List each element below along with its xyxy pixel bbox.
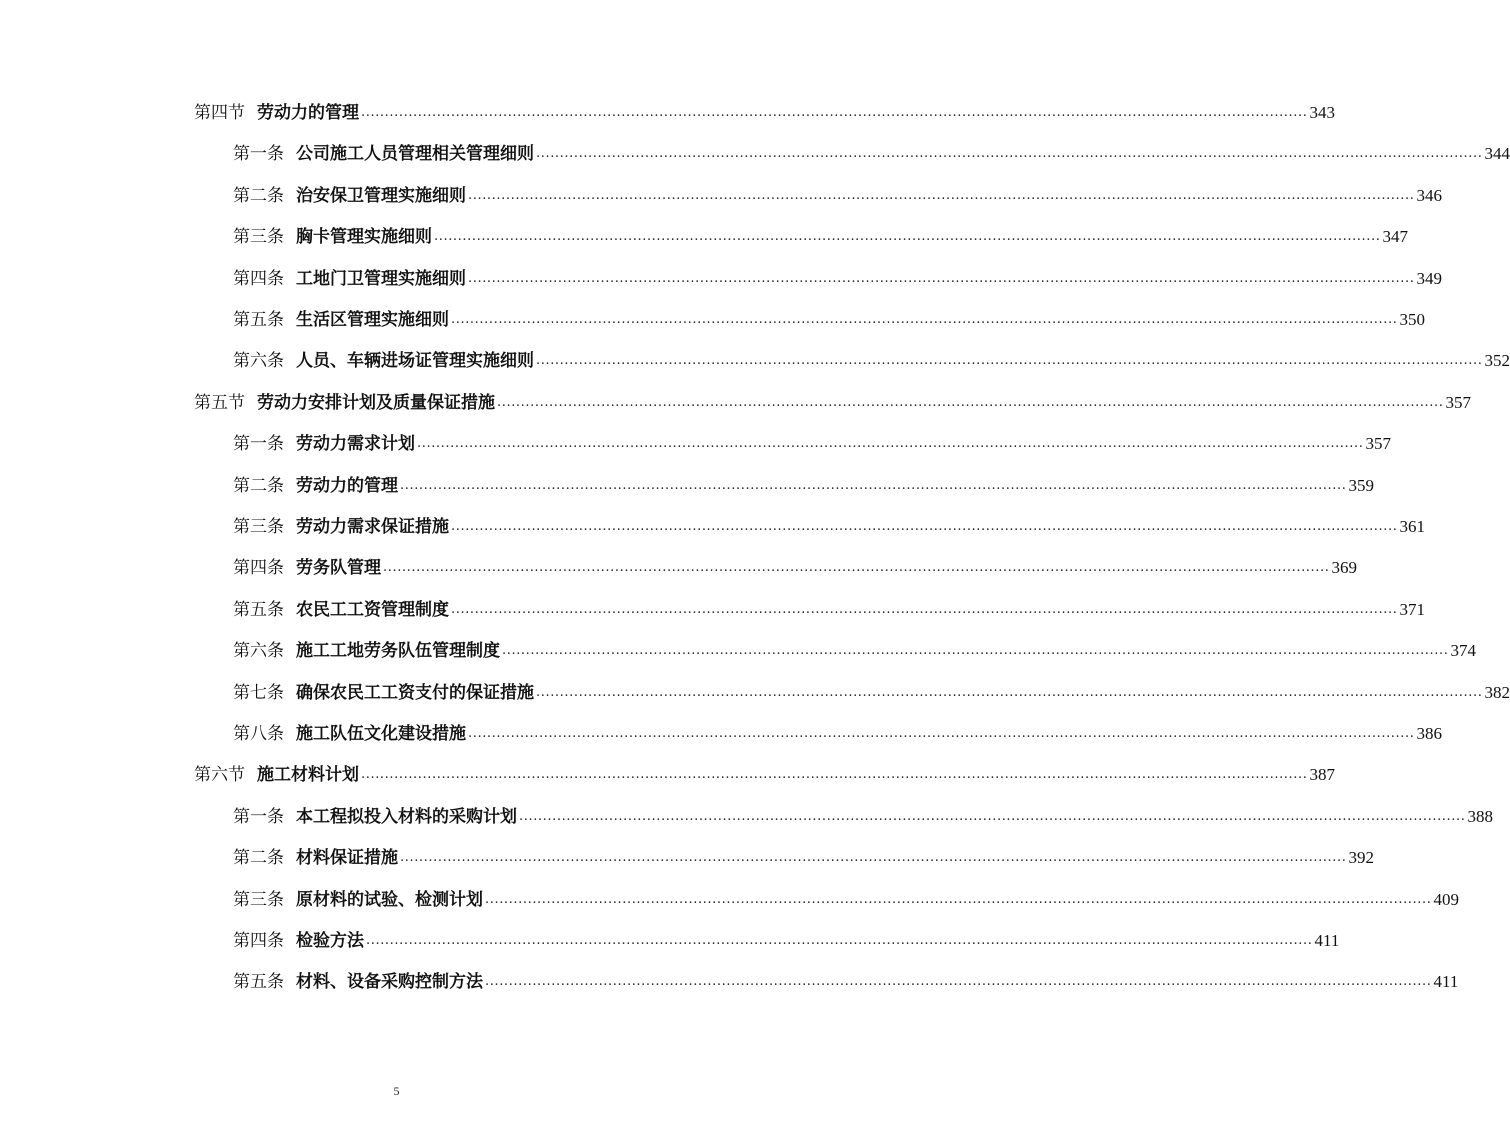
toc-dot-leader: ........................................................................................................................................................................................................	[468, 726, 1415, 741]
toc-entry-title: 检验方法	[296, 931, 364, 951]
toc-entry-page: 371	[1399, 600, 1425, 619]
toc-dot-leader: ........................................................................................................................................................................................................	[361, 105, 1308, 120]
toc-entry-title: 治安保卫管理实施细则	[296, 186, 466, 206]
toc-article-entry[interactable]	[233, 633, 1476, 661]
toc-entry-page: 369	[1331, 558, 1357, 577]
toc-entry-title: 劳动力的管理	[257, 103, 359, 123]
toc-dot-leader: ........................................................................................................................................................................................................	[361, 767, 1308, 782]
toc-entry-title: 人员、车辆进场证管理实施细则	[296, 351, 534, 371]
toc-article-entry[interactable]	[233, 261, 1442, 289]
toc-dot-leader: ........................................................................................................................................................................................................	[451, 602, 1398, 617]
toc-entry-page: 388	[1467, 807, 1493, 826]
toc-dot-leader: ........................................................................................................................................................................................................	[383, 560, 1330, 575]
toc-dot-leader: ........................................................................................................................................................................................................	[400, 850, 1347, 865]
toc-entry-page: 357	[1365, 434, 1391, 453]
toc-dot-leader: ........................................................................................................................................................................................................	[536, 685, 1483, 700]
toc-entry-page: 387	[1309, 765, 1335, 784]
toc-dot-leader: ........................................................................................................................................................................................................	[497, 395, 1444, 410]
toc-article-entry[interactable]	[233, 426, 1391, 454]
toc-entry-title: 原材料的试验、检测计划	[296, 890, 483, 910]
toc-entry-page: 343	[1309, 103, 1335, 122]
toc-article-entry[interactable]	[233, 882, 1459, 910]
toc-article-entry[interactable]	[233, 302, 1425, 330]
toc-article-entry[interactable]	[233, 550, 1357, 578]
toc-entry-number: 第五条	[233, 310, 284, 330]
toc-entry-number: 第二条	[233, 186, 284, 206]
toc-entry-title: 农民工工资管理制度	[296, 600, 449, 620]
toc-entry-page: 386	[1416, 724, 1442, 743]
toc-entry-number: 第五条	[233, 972, 284, 992]
toc-entry-number: 第二条	[233, 476, 284, 496]
toc-entry-number: 第四条	[233, 558, 284, 578]
toc-entry-title: 材料、设备采购控制方法	[296, 972, 483, 992]
toc-entry-page: 382	[1484, 683, 1510, 702]
toc-entry-title: 劳动力需求计划	[296, 434, 415, 454]
toc-article-entry[interactable]	[233, 964, 1459, 992]
toc-entry-number: 第三条	[233, 517, 284, 537]
toc-entry-title: 材料保证措施	[296, 848, 398, 868]
toc-entry-page: 350	[1399, 310, 1425, 329]
toc-entry-title: 工地门卫管理实施细则	[296, 269, 466, 289]
toc-entry-page: 409	[1433, 890, 1459, 909]
toc-section-entry[interactable]	[194, 385, 1471, 413]
toc-article-entry[interactable]	[233, 468, 1374, 496]
toc-entry-number: 第一条	[233, 807, 284, 827]
toc-article-entry[interactable]	[233, 675, 1510, 703]
toc-entry-title: 劳动力需求保证措施	[296, 517, 449, 537]
toc-entry-number: 第四条	[233, 269, 284, 289]
toc-entry-page: 357	[1445, 393, 1471, 412]
toc-dot-leader: ........................................................................................................................................................................................................	[434, 229, 1381, 244]
toc-entry-number: 第五节	[194, 393, 245, 413]
toc-article-entry[interactable]	[233, 592, 1425, 620]
toc-dot-leader: ........................................................................................................................................................................................................	[400, 478, 1347, 493]
toc-article-entry[interactable]	[233, 840, 1374, 868]
page-number: 5	[393, 1084, 400, 1098]
toc-entry-number: 第一条	[233, 144, 284, 164]
toc-entry-page: 346	[1416, 186, 1442, 205]
toc-entry-number: 第六条	[233, 351, 284, 371]
toc-entry-number: 第六节	[194, 765, 245, 785]
toc-entry-title: 胸卡管理实施细则	[296, 227, 432, 247]
toc-article-entry[interactable]	[233, 799, 1493, 827]
toc-entry-title: 劳动力安排计划及质量保证措施	[257, 393, 495, 413]
toc-entry-title: 劳务队管理	[296, 558, 381, 578]
toc-entry-page: 411	[1433, 972, 1459, 991]
toc-entry-title: 确保农民工工资支付的保证措施	[296, 683, 534, 703]
toc-entry-number: 第八条	[233, 724, 284, 744]
toc-entry-title: 施工工地劳务队伍管理制度	[296, 641, 500, 661]
toc-entry-title: 施工队伍文化建设措施	[296, 724, 466, 744]
toc-entry-page: 349	[1416, 269, 1442, 288]
toc-dot-leader: ........................................................................................................................................................................................................	[536, 146, 1483, 161]
toc-dot-leader: ........................................................................................................................................................................................................	[468, 188, 1415, 203]
toc-article-entry[interactable]	[233, 343, 1510, 371]
toc-dot-leader: ........................................................................................................................................................................................................	[536, 353, 1483, 368]
toc-dot-leader: ........................................................................................................................................................................................................	[485, 974, 1432, 989]
toc-entry-page: 344	[1484, 144, 1510, 163]
toc-entry-number: 第三条	[233, 227, 284, 247]
toc-article-entry[interactable]	[233, 219, 1408, 247]
toc-entry-number: 第二条	[233, 848, 284, 868]
toc-entry-title: 劳动力的管理	[296, 476, 398, 496]
toc-entry-title: 施工材料计划	[257, 765, 359, 785]
toc-article-entry[interactable]	[233, 509, 1425, 537]
toc-dot-leader: ........................................................................................................................................................................................................	[468, 271, 1415, 286]
toc-entry-number: 第四条	[233, 931, 284, 951]
toc-dot-leader: ........................................................................................................................................................................................................	[417, 436, 1364, 451]
toc-dot-leader: ........................................................................................................................................................................................................	[451, 519, 1398, 534]
toc-article-entry[interactable]	[233, 716, 1442, 744]
toc-article-entry[interactable]	[233, 178, 1442, 206]
toc-entry-page: 411	[1314, 931, 1340, 950]
toc-entry-number: 第一条	[233, 434, 284, 454]
toc-entry-title: 本工程拟投入材料的采购计划	[296, 807, 517, 827]
toc-entry-number: 第四节	[194, 103, 245, 123]
toc-dot-leader: ........................................................................................................................................................................................................	[519, 809, 1466, 824]
toc-entry-page: 374	[1450, 641, 1476, 660]
toc-article-entry[interactable]	[233, 136, 1510, 164]
toc-entry-page: 352	[1484, 351, 1510, 370]
toc-dot-leader: ........................................................................................................................................................................................................	[502, 643, 1449, 658]
toc-entry-page: 361	[1399, 517, 1425, 536]
toc-dot-leader: ........................................................................................................................................................................................................	[485, 892, 1432, 907]
toc-entry-page: 392	[1348, 848, 1374, 867]
toc-section-entry[interactable]	[194, 757, 1335, 785]
toc-section-entry[interactable]	[194, 95, 1335, 123]
toc-dot-leader: ........................................................................................................................................................................................................	[366, 933, 1313, 948]
toc-entry-page: 359	[1348, 476, 1374, 495]
toc-dot-leader: ........................................................................................................................................................................................................	[451, 312, 1398, 327]
toc-entry-number: 第三条	[233, 890, 284, 910]
toc-article-entry[interactable]	[233, 923, 1340, 951]
toc-entry-title: 公司施工人员管理相关管理细则	[296, 144, 534, 164]
toc-entry-number: 第六条	[233, 641, 284, 661]
toc-entry-number: 第五条	[233, 600, 284, 620]
toc-entry-page: 347	[1382, 227, 1408, 246]
toc-entry-title: 生活区管理实施细则	[296, 310, 449, 330]
toc-entry-number: 第七条	[233, 683, 284, 703]
